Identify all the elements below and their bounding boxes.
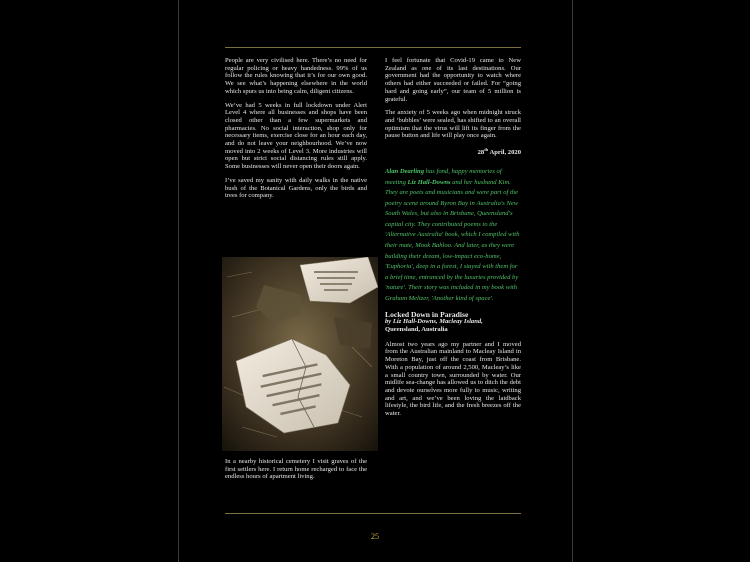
page-number: 25 [371, 532, 379, 541]
bio-text-1: has fond, happy memories of meeting [385, 167, 502, 186]
top-rule [225, 47, 521, 48]
left-paragraph-1: People are very civilised here. There’s no need for regular policing or heavy handedness. 99% of us follow the rules knowing that it’s for our own good. We see what’s happening elsewhere in the world which spurs us into being calm, diligent citizens. [225, 57, 367, 95]
right-column [385, 57, 521, 424]
bio-name: Alan Dearling [385, 167, 425, 175]
left-column [225, 57, 367, 206]
right-paragraph-2: The anxiety of 5 weeks ago when midnight struck and ‘bubbles’ were sealed, has shifted to an overall optimism that the virus will lift its finger from the pause button and life will play once again. [385, 109, 521, 140]
photo-caption [225, 458, 367, 487]
letter-date [385, 146, 521, 157]
bio-text-2: and her husband Kim. They are poets and musicians and were part of the poetry scene around Byron Bay in Australia's New South Wales, but also in Brisbane, Queensland's capital city. They contributed poems to the 'Alternative Australia' book, which I compiled with their mate, Mook Bahloo. And later, as they were building their dream, low-impact eco-home, 'Euphoria', deep in a forest, I stayed with them for a brief time, entranced by the luxuries provided by 'nature'. Their story was included in my book with Graham Meltzer, 'Another kind of space'. [385, 178, 520, 303]
date-suffix: th [484, 147, 489, 153]
photo-caption-text: In a nearby historical cemetery I visit graves of the first settlers here. I return home recharged to face the endless hours of apartment living. [225, 458, 367, 481]
cemetery-headstones-photo [222, 257, 378, 451]
right-paragraph-1: I feel fortunate that Covid-19 came to New Zealand as one of its last destinations. Our government had the opportunity to watch where others had either succeeded or failed. For “going hard and going early”, our team of 5 million is grateful. [385, 57, 521, 103]
left-paragraph-3: I’ve saved my sanity with daily walks in the native bush of the Botanical Gardens, only the birds and trees for company. [225, 176, 367, 200]
article-byline: by Liz Hall-Downs, Macleay Island, [385, 318, 483, 326]
article-location: Queensland, Australia [385, 326, 448, 334]
date-day: 28 [477, 149, 485, 157]
article-title: Locked Down in Paradise [385, 309, 469, 319]
author-bio [385, 167, 521, 305]
left-paragraph-2: We’ve had 5 weeks in full lockdown under Alert Level 4 where all businesses and shops have been closed other than a few supermarkets and pharmacies. No social interaction, shop only for necessary items, exercise close for an hour each day, and do not leave your neighbourhood. We’ve now moved into 2 weeks of Level 3. More industries will open but strict social distancing rules still apply. Some businesses will never open their doors again. [225, 101, 367, 171]
date-rest: April, 2020 [488, 149, 521, 157]
article-body: Almost two years ago my partner and I moved from the Australian mainland to Macleay Island in Moreton Bay, just off the coast from Brisbane. With a population of around 2,500, Macleay’s like a small country town, surrounded by water. Our midlife sea-change has allowed us to ditch the debt and devote ourselves more fully to music, writing and art, and we’ve been loving the laidback lifestyle, the bird life, and the fresh breezes off the water. [385, 340, 521, 418]
bottom-rule [225, 513, 521, 514]
bio-name-2: Liz Hall-Downs [407, 178, 451, 186]
